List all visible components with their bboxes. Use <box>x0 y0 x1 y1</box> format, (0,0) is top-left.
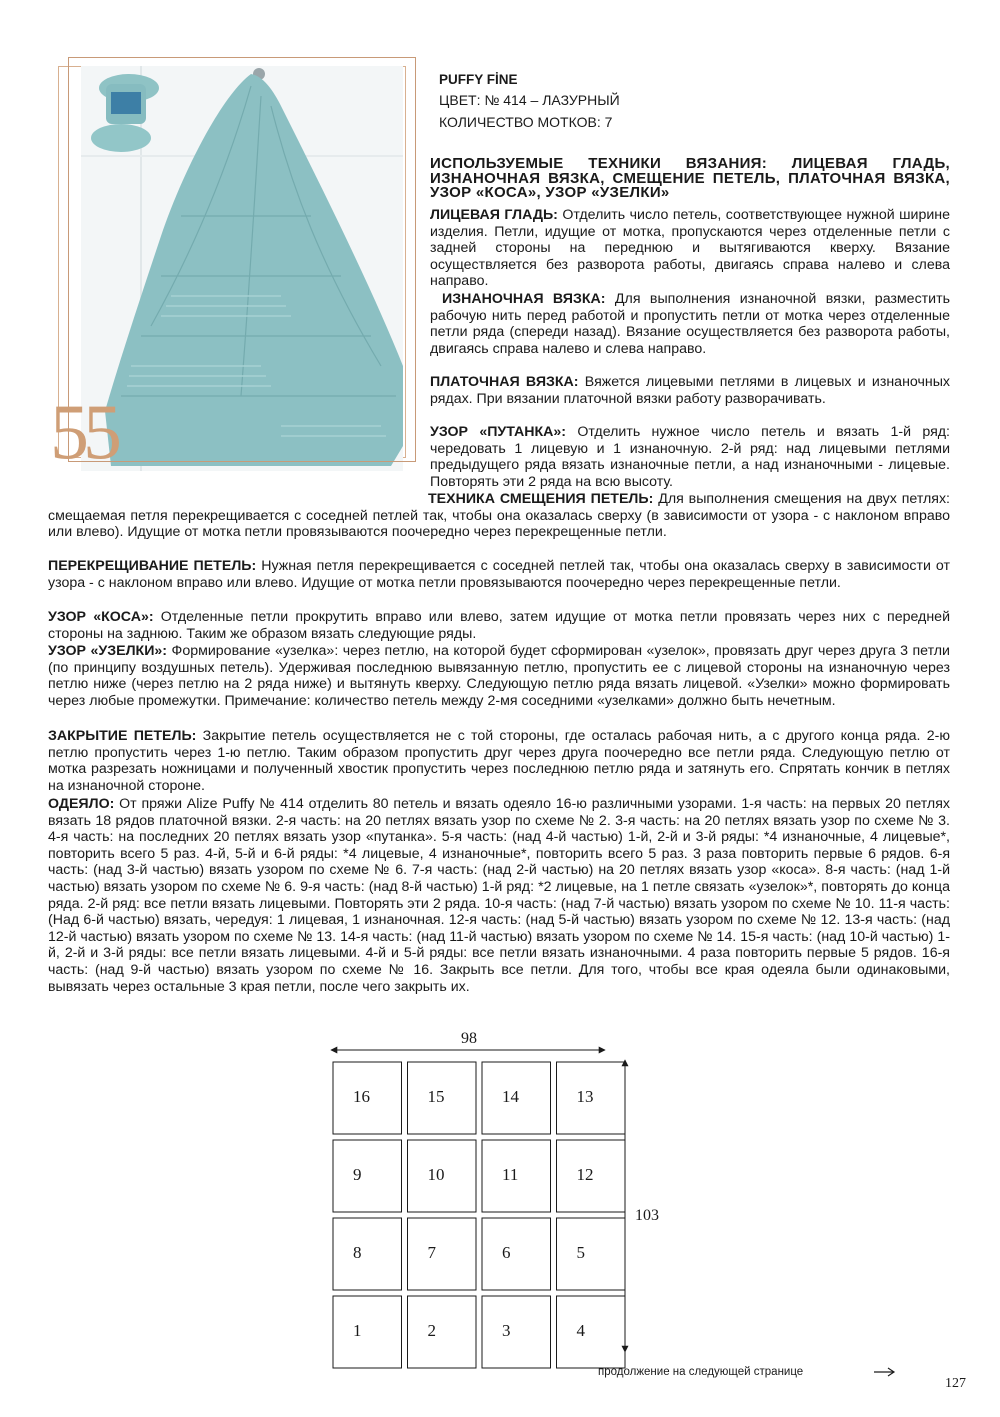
section-text: Формирование «узелка»: через петлю, на которой будет сформирован «узелок», провязать друг через друга 3 петли (по принципу воздушных петель). Удерживая последнюю вывязанную петлю, пропустить ее с лицевой стороны на изнаночную через петлю ниже (через петлю на 2 ряда ниже) и вытянуть кверху. Следующую петлю ряда вязать лицевой. «Узелки» можно формировать через любые промежутки. Примечание: количество петель между 2-мя соседними «узелками» должно быть нечетным. <box>48 643 950 709</box>
schematic-cell-number: 7 <box>427 1243 436 1262</box>
section-stockinette <box>430 207 950 290</box>
schematic-cell-number: 8 <box>353 1243 362 1262</box>
schematic-cell-number: 2 <box>427 1321 436 1340</box>
schematic-cell-number: 16 <box>353 1087 370 1106</box>
section-title: ТЕХНИКА СМЕЩЕНИЯ ПЕТЕЛЬ: <box>428 491 654 507</box>
section-title: ЛИЦЕВАЯ ГЛАДЬ: <box>430 207 558 223</box>
schematic-cell <box>333 1296 402 1368</box>
section-cross <box>48 558 950 591</box>
schematic-cell <box>482 1296 551 1368</box>
section-text: Закрытие петель осуществляется не с той стороны, где осталась рабочая нить, а с другого конца ряда. 2-ю петлю пропустить через 1-ю петлю. Таким образом пропустить друг через друга поочередно все петли ряда. Следующую петлю от мотка разрезать ножницами и полученный хвостик пропустить через последнюю петлю ряда и затянуть его. Спрятать кончик в петлях на изнаночной стороне. <box>48 728 950 794</box>
schematic-cell-number: 5 <box>576 1243 585 1262</box>
section-text: Вяжется лицевыми петлями в лицевых и изнаночных рядах. При вязании платочной вязки работу разворачивать. <box>430 374 950 407</box>
section-title: ПЛАТОЧНАЯ ВЯЗКА: <box>430 374 579 390</box>
schematic-cell <box>333 1140 402 1212</box>
photo-frame <box>68 57 416 462</box>
schematic-grid <box>333 1062 625 1368</box>
schematic-cell <box>333 1218 402 1290</box>
section-purl <box>430 291 950 357</box>
section-title: УЗОР «КОСА»: <box>48 609 154 625</box>
section-shift <box>48 491 950 541</box>
schematic-cell-number: 11 <box>502 1165 519 1184</box>
section-text: Отделить число петель, соответствующее нужной ширине изделия. Петли, идущие от мотка, пропускаются через отделенные петли с задней стороны на переднюю и вытягиваются кверху. Вязание осуществляется без разворота работы, двигаясь справа налево и слева направо. <box>430 207 950 290</box>
yarn-name: PUFFY FİNE <box>439 72 518 87</box>
continued-note <box>598 1366 896 1378</box>
section-text: Отделить нужное число петель и вязать 1-й ряд: чередовать 1 лицевую и 1 изнаночную. 2-й ряд: над лицевыми петлями предыдущего ряда вязать изнаночные петли, а над изнаночными - лицевые. Повторять эти 2 ряда на всю высоту. <box>430 424 950 490</box>
section-title: УЗОР «ПУТАНКА»: <box>430 424 567 440</box>
section-blanket <box>48 796 950 995</box>
section-garter <box>430 374 950 407</box>
section-text: Для выполнения изнаночной вязки, разместить рабочую нить перед работой и пропустить петли от мотка через отделенные петли ряда (спереди назад). Вязание осуществляется без разворота работы, двигаясь справа налево и слева направо. <box>430 291 950 357</box>
section-title: УЗОР «УЗЕЛКИ»: <box>48 643 168 659</box>
schematic-cell-number: 9 <box>353 1165 362 1184</box>
schematic-cell-number: 15 <box>427 1087 445 1106</box>
yarn-color: ЦВЕТ: № 414 – ЛАЗУРНЫЙ <box>439 92 620 108</box>
continued-text: продолжение на следующей странице <box>598 1366 804 1378</box>
yarn-skeins: КОЛИЧЕСТВО МОТКОВ: 7 <box>439 114 613 130</box>
width-label: 98 <box>461 1030 477 1047</box>
section-bindoff <box>48 728 950 794</box>
section-title: ОДЕЯЛО: <box>48 796 115 812</box>
schematic-cell <box>482 1218 551 1290</box>
schematic-cell-number: 10 <box>427 1165 445 1184</box>
decorative-number: 55 <box>50 388 116 475</box>
schematic-cell <box>408 1296 477 1368</box>
schematic-cell-number: 6 <box>502 1243 511 1262</box>
techniques-title: ИСПОЛЬЗУЕМЫЕ ТЕХНИКИ ВЯЗАНИЯ: ЛИЦЕВАЯ ГЛАДЬ, ИЗНАНОЧНАЯ ВЯЗКА, СМЕЩЕНИЕ ПЕТЕЛЬ, ПЛАТОЧНАЯ ВЯЗКА, УЗОР «КОСА», УЗОР «УЗЕЛКИ» <box>430 155 950 201</box>
section-text: Нужная петля перекрещивается с соседней петлей так, чтобы она оказалась сверху в зависимости от узора - с наклоном вправо или влево. Идущие от мотка петли провязываются поочередно через перекрещенные петли. <box>48 558 951 591</box>
page-number: 127 <box>945 1376 966 1391</box>
height-label: 103 <box>635 1207 659 1224</box>
schematic-cell <box>408 1218 477 1290</box>
section-text: Для выполнения смещения на двух петлях: смещаемая петля перекрещивается с соседней петлей так, чтобы она оказалась сверху (в зависимости от узора - с наклоном вправо или влево). Идущие от мотка петли провязываются поочередно через перекрещенные петли. <box>48 491 951 541</box>
schematic-cell-number: 14 <box>502 1087 519 1106</box>
arrow-right-icon <box>874 1367 896 1377</box>
schematic-cell-number: 13 <box>576 1087 594 1106</box>
section-tangle <box>430 424 950 490</box>
section-title: ИЗНАНОЧНАЯ ВЯЗКА: <box>442 291 606 307</box>
section-knots <box>48 643 950 709</box>
section-cable <box>48 609 950 642</box>
schematic-cell-number: 1 <box>353 1321 362 1340</box>
schematic-cell-number: 12 <box>576 1165 594 1184</box>
schematic-cell <box>557 1218 626 1290</box>
schematic-cell-number: 4 <box>576 1321 585 1340</box>
schematic-cell-number: 3 <box>502 1321 511 1340</box>
schematic-cell <box>557 1296 626 1368</box>
section-text: От пряжи Alize Puffy № 414 отделить 80 петель и вязать одеяло 16-ю различными узорами. 1-я часть: на первых 20 петлях вязать 18 рядов платочной вязки. 2-я часть: на 20 петлях вязать узор по схеме № 2. 3-я часть: на 20 петлях вязать узор по схеме № 3. 4-я часть: на последних 20 петлях вязать узор «путанка». 5-я часть: (над 4-й частью) 1-й, 2-й и 3-й ряды: *4 изнаночные, 4 лицевые*, повторить всего 5 раз. 4-й, 5-й и 6-й ряды: *4 лицевые, 4 изнаночные*, повторить всего 5 раз. 3 раза повторить первые 6 рядов. 6-я часть: (над 3-й частью) вязать узором по схеме № 6. 7-я часть: (над 2-й частью) на 20 петлях вязать узор «коса». 8-я часть: (над 1-й частью) вязать узором по схеме № 6. 9-я часть: (над 8-й частью) 1-й ряд: *2 лицевые, на 1 петле связать «узелок»*, повторять до конца ряда. 2-й ряд: все петли вязать лицевыми. Повторять эти 2 ряда. 10-я часть: (над 7-й частью) вязать узором по схеме № 10. 11-я часть: (Над 6-й частью) вязать, чередуя: 1 лицевая, 1 изнаночная. 12-я часть: (над 5-й частью) вязать узором по схеме № 12. 13-я часть: (над 12-й частью) вязать узором по схеме № 13. 14-я часть: (над 11-й частью) вязать узором по схеме № 14. 15-я часть: (над 10-й частью) 1-й, 2-й и 3-й ряды: все петли вязать лицевыми. 4-й и 5-й ряды: все петли вязать изнаночными. 4 раза повторить первые 5 рядов. 16-я часть: (над 9-й частью) вязать узором по схеме № 16. Закрыть все петли. Для того, чтобы все края одеяла были одинаковыми, вывязать через остальные 3 края петли, после чего закрыть их. <box>48 796 950 995</box>
section-text: Отделенные петли прокрутить вправо или влево, затем идущие от мотка петли провязать через них с передней стороны на заднюю. Таким же образом вязать следующие ряды. <box>48 609 950 642</box>
section-title: ЗАКРЫТИЕ ПЕТЕЛЬ: <box>48 728 197 744</box>
blanket-schematic <box>325 1030 685 1370</box>
section-title: ПЕРЕКРЕЩИВАНИЕ ПЕТЕЛЬ: <box>48 558 257 574</box>
